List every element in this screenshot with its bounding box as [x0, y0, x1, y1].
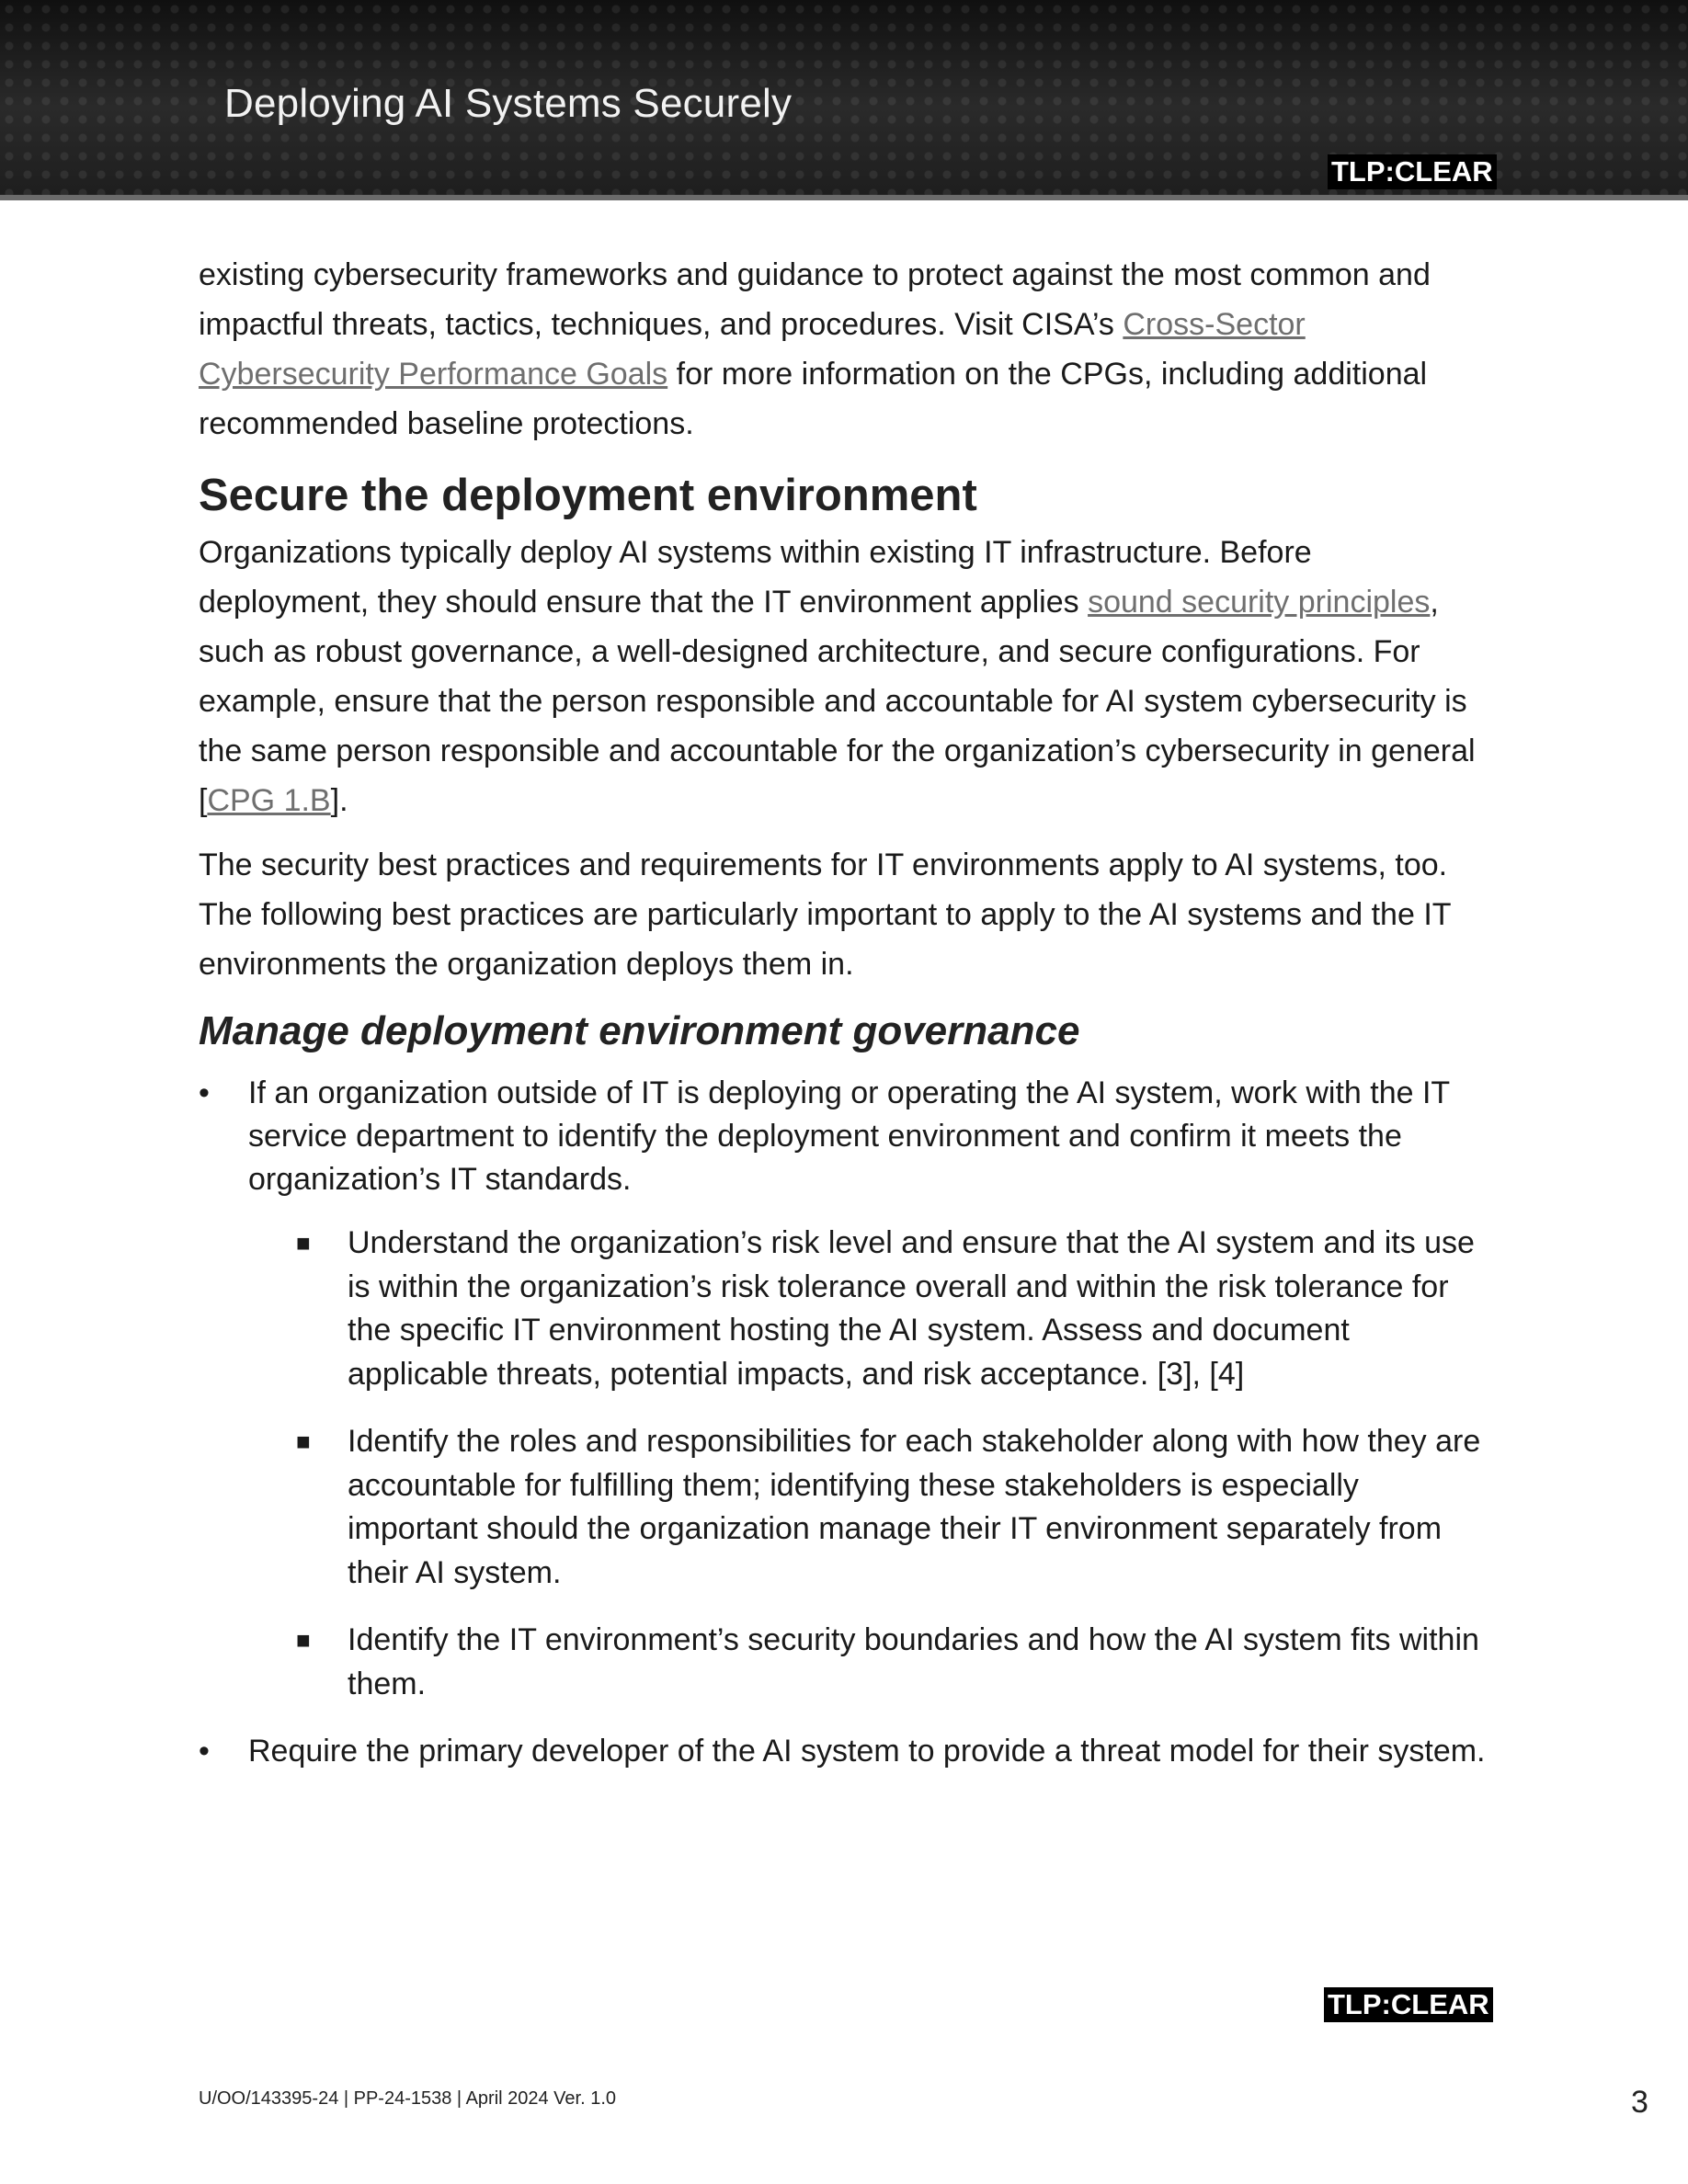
list-item	[199, 1730, 1486, 1773]
square-bullet-icon: ■	[296, 1428, 311, 1455]
square-bullet-icon: ■	[296, 1229, 311, 1257]
p1-text-end: ].	[330, 783, 348, 818]
bullet-icon: •	[199, 1734, 210, 1769]
p1-text-after: , such as robust governance, a well-designed architecture, and secure configurations. For example, ensure that the person responsible and accountable for AI system cybersecurity is the same person responsible and accountable for the organization’s cybersecurity in general [	[199, 585, 1476, 818]
list-item-text: If an organization outside of IT is deploying or operating the AI system, work with the IT service department to identify the deployment environment and confirm it meets the organization’s IT standards.	[248, 1075, 1450, 1197]
cpg-link[interactable]: Cross-Sector Cybersecurity Performance Goals	[199, 307, 1306, 392]
intro-text: existing cybersecurity frameworks and guidance to protect against the most common and impactful threats, tactics, techniques, and procedures. Visit CISA’s	[199, 257, 1431, 342]
page-number: 3	[1631, 2085, 1648, 2120]
list-item-text: Require the primary developer of the AI system to provide a threat model for their system.	[248, 1734, 1486, 1769]
intro-text-after: for more information on the CPGs, including additional recommended baseline protections.	[199, 357, 1428, 441]
section-paragraph-1	[199, 528, 1486, 825]
page-header	[0, 0, 1688, 200]
section-paragraph-2: The security best practices and requirements for IT environments apply to AI systems, too. The following best practices are particularly important to apply to the AI systems and the IT environments the organization deploys them in.	[199, 847, 1451, 982]
subsection-heading: Manage deployment environment governance	[199, 1008, 1080, 1053]
sub-list-item	[248, 1222, 1486, 1396]
governance-list	[199, 1072, 1486, 1773]
section-heading: Secure the deployment environment	[199, 471, 977, 520]
intro-paragraph	[199, 250, 1486, 449]
sub-list-item-text: Identify the IT environment’s security boundaries and how the AI system fits within them.	[348, 1622, 1479, 1701]
sub-list-item-text: Understand the organization’s risk level and ensure that the AI system and its use is within the organization’s risk tolerance overall and within the risk tolerance for the specific IT environment hosting the AI system. Assess and document applicable threats, potential impacts, and risk acceptance. [3], [4]	[348, 1225, 1475, 1392]
bullet-icon: •	[199, 1075, 210, 1110]
page-content	[199, 250, 1486, 1797]
document-reference: U/OO/143395-24 | PP-24-1538 | April 2024 Ver. 1.0	[199, 2088, 617, 2109]
sub-list-item	[248, 1420, 1486, 1595]
list-item	[199, 1072, 1486, 1706]
sub-list	[248, 1222, 1486, 1706]
p1-text: Organizations typically deploy AI systems within existing IT infrastructure. Before deployment, they should ensure that the IT environment applies	[199, 535, 1312, 620]
tlp-marking-top: TLP:CLEAR	[1328, 154, 1497, 189]
sub-list-item-text: Identify the roles and responsibilities for each stakeholder along with how they are accountable for fulfilling them; identifying these stakeholders is especially important should the organization manage their IT environment separately from their AI system.	[348, 1424, 1481, 1590]
cpg-1b-link[interactable]: CPG 1.B	[207, 783, 331, 818]
tlp-marking-bottom: TLP:CLEAR	[1324, 1987, 1493, 2022]
sound-security-principles-link[interactable]: sound security principles	[1088, 585, 1431, 620]
sub-list-item	[248, 1619, 1486, 1706]
document-title: Deploying AI Systems Securely	[224, 81, 793, 126]
square-bullet-icon: ■	[296, 1626, 311, 1654]
